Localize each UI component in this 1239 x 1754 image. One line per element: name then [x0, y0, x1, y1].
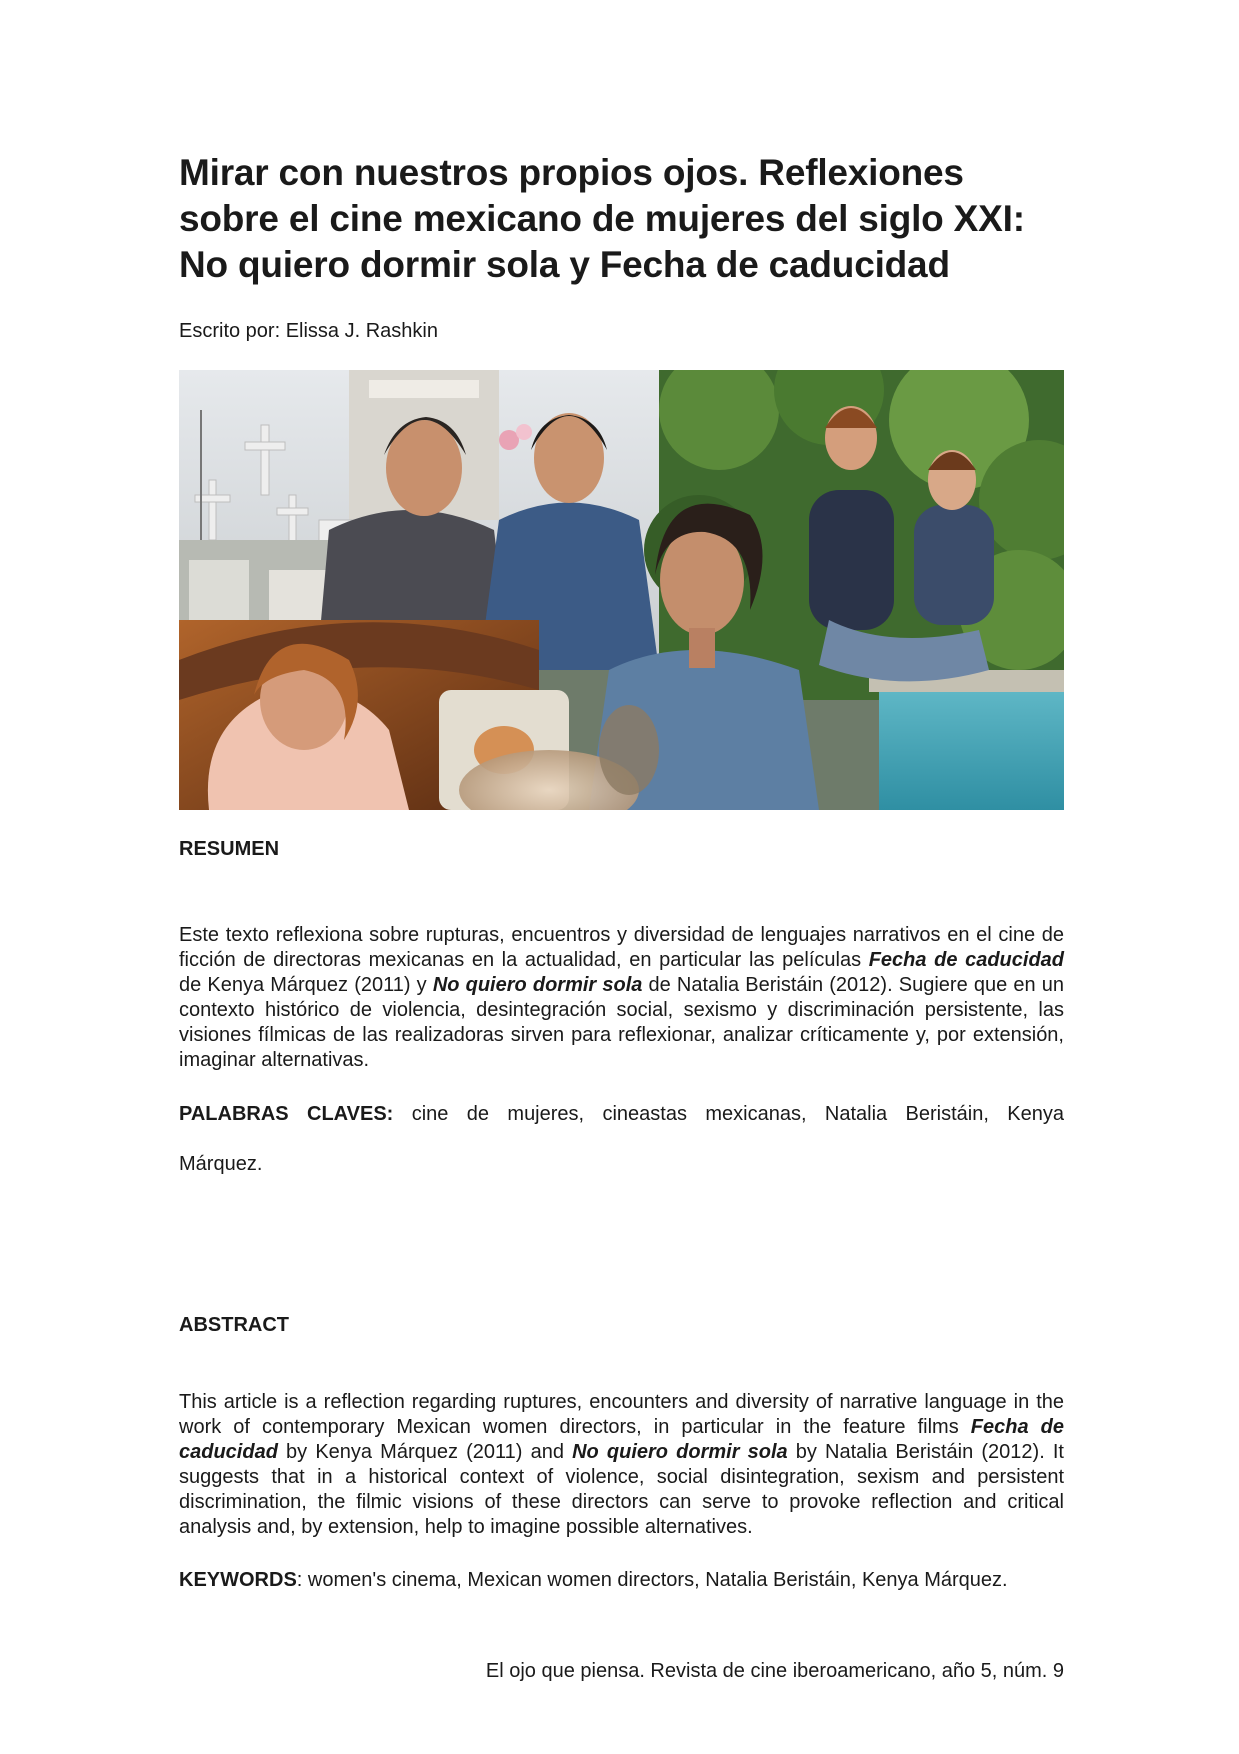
palabras-claves-list: cine de mujeres, cineastas mexicanas, Natalia Beristáin, Kenya: [393, 1103, 1064, 1125]
title-line-2: sobre el cine mexicano de mujeres del siglo XXI:: [179, 198, 1025, 239]
palabras-claves-label: PALABRAS CLAVES:: [179, 1103, 394, 1125]
resumen-paragraph: [179, 923, 1064, 1073]
film-stills-collage: [179, 370, 1064, 810]
author-prefix: Escrito por:: [179, 320, 286, 342]
article-title: [179, 150, 1064, 288]
keywords-line: [179, 1568, 1064, 1593]
keywords-list: : women's cinema, Mexican women directors, Natalia Beristáin, Kenya Márquez.: [296, 1569, 1008, 1591]
resumen-text-2: de Kenya Márquez (2011) y: [179, 974, 433, 996]
resumen-film-1: Fecha de caducidad: [868, 949, 1064, 971]
collage-image: [179, 370, 1064, 810]
pool: [879, 690, 1064, 810]
abstract-text-2: by Kenya Márquez (2011) and: [277, 1441, 573, 1463]
abstract-paragraph: [179, 1390, 1064, 1540]
keywords-label: KEYWORDS: [179, 1569, 297, 1591]
author-name: Elissa J. Rashkin: [285, 320, 438, 342]
resumen-text-3: de Natalia Beristáin (2012). Sugiere que en un contexto histórico de violencia, desintegración social, sexismo y discriminación persistente, las visiones fílmicas de las realizadoras sirven para reflexionar, analizar críticamente y, por extensión, imaginar alternativas.: [179, 974, 1064, 1071]
resumen-text-1: Este texto reflexiona sobre rupturas, encuentros y diversidad de lenguajes narrativos en el cine de ficción de directoras mexicanas en la actualidad, en particular las películas: [179, 924, 1064, 971]
palabras-claves-line-2: Márquez.: [179, 1153, 263, 1175]
abstract-heading: ABSTRACT: [179, 1314, 289, 1336]
resumen-heading: RESUMEN: [179, 838, 280, 860]
resumen-film-2: No quiero dormir sola: [432, 974, 643, 996]
abstract-film-2: No quiero dormir sola: [572, 1441, 788, 1463]
abstract-film-1: Fecha de caducidad: [179, 1416, 1064, 1463]
abstract-text-1: This article is a reflection regarding ruptures, encounters and diversity of narrative language in the work of contemporary Mexican women directors, in particular in the feature films: [179, 1391, 1064, 1438]
author-line: [179, 318, 1064, 344]
palabras-claves-line-1: [179, 1102, 1064, 1127]
abstract-text-3: by Natalia Beristáin (2012). It suggests that in a historical context of violence, social disintegration, sexism and persistent discrimination, the filmic visions of these directors can serve to provoke reflection and critical analysis and, by extension, help to imagine possible alternatives.: [179, 1441, 1064, 1538]
journal-footer: El ojo que piensa. Revista de cine iberoamericano, año 5, núm. 9: [485, 1660, 1064, 1682]
title-line-1: Mirar con nuestros propios ojos. Reflexiones: [179, 152, 964, 193]
title-line-3: No quiero dormir sola y Fecha de caducidad: [179, 244, 950, 285]
